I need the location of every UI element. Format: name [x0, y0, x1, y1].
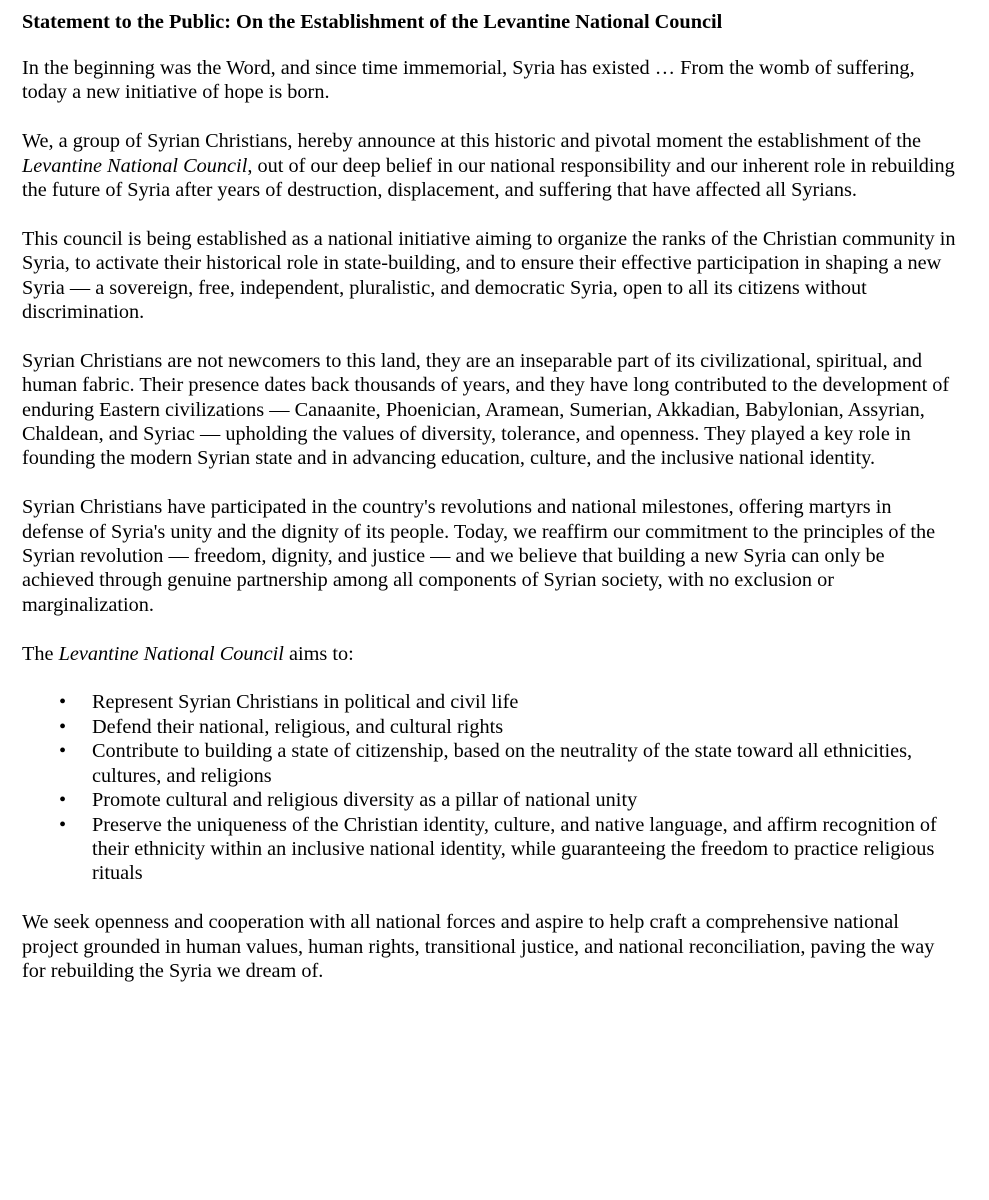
paragraph-text: Syrian Christians have participated in the country's revolutions and national milestones, offering martyrs in defense of Syria's unity and the dignity of its people. Today, we reaffirm our commitment to the principles of the Syrian revolution — freedom, dignity, and justice — and we believe that building a new Syria can only be achieved through genuine partnership among all components of Syrian society, with no exclusion or marginalization. — [22, 496, 936, 616]
bullet-icon: • — [59, 813, 67, 836]
paragraph-text: We, a group of Syrian Christians, hereby announce at this historic and pivotal moment the establishment of the — [22, 130, 921, 153]
list-item — [59, 813, 957, 886]
paragraph — [22, 349, 957, 471]
aims-list — [22, 690, 957, 885]
paragraph-text: In the beginning was the Word, and since time immemorial, Syria has existed … From the womb of suffering, today a new initiative of hope is born. — [22, 57, 915, 104]
bullet-icon: • — [59, 715, 67, 738]
paragraph-text: aims to: — [283, 642, 354, 665]
paragraph — [22, 129, 957, 202]
body-paragraphs — [22, 56, 957, 666]
closing-paragraph: We seek openness and cooperation with all national forces and aspire to help craft a comprehensive national project grounded in human values, human rights, transitional justice, and national reconciliation, paving the way for rebuilding the Syria we dream of. — [22, 911, 935, 982]
list-item-text: Represent Syrian Christians in political and civil life — [92, 691, 519, 714]
list-item — [59, 690, 957, 714]
paragraph — [22, 642, 957, 666]
paragraph-text: The — [22, 642, 59, 665]
list-item-text: Contribute to building a state of citizenship, based on the neutrality of the state toward all ethnicities, cultures, and religions — [92, 740, 913, 787]
list-item — [59, 788, 957, 812]
paragraph — [22, 56, 957, 105]
bullet-icon: • — [59, 789, 67, 812]
list-item-text: Promote cultural and religious diversity as a pillar of national unity — [92, 789, 638, 812]
paragraph — [22, 495, 957, 617]
list-item-text: Preserve the uniqueness of the Christian identity, culture, and native language, and affirm recognition of their ethnicity within an inclusive national identity, while guaranteeing the freedom to practice religious rituals — [92, 813, 937, 885]
paragraph-text: Syrian Christians are not newcomers to this land, they are an inseparable part of its civilizational, spiritual, and human fabric. Their presence dates back thousands of years, and they have long contributed to the development of enduring Eastern civilizations — Canaanite, Phoenician, Aramean, Sumerian, Akkadian, Babylonian, Assyrian, Chaldean, and Syriac — upholding the values of diversity, tolerance, and openness. They played a key role in founding the modern Syrian state and in advancing education, culture, and the inclusive national identity. — [22, 349, 950, 470]
paragraph-text: This council is being established as a national initiative aiming to organize the ranks of the Christian community in Syria, to activate their historical role in state-building, and to ensure their effective participation in shaping a new Syria — a sovereign, free, independent, pluralistic, and democratic Syria, open to all its citizens without discrimination. — [22, 227, 956, 324]
council-name: Levantine National Council — [58, 642, 284, 665]
paragraph-text: , out of our deep belief in our national responsibility and our inherent role in rebuilding the future of Syria after years of destruction, displacement, and suffering that have affected all Syrians. — [22, 154, 955, 202]
document-title: Statement to the Public: On the Establishment of the Levantine National Council — [22, 11, 723, 33]
paragraph — [22, 227, 957, 325]
council-name: Levantine National Council — [22, 154, 248, 177]
list-item — [59, 739, 957, 788]
bullet-icon: • — [59, 740, 67, 763]
list-item — [59, 715, 957, 739]
bullet-icon: • — [59, 691, 67, 714]
list-item-text: Defend their national, religious, and cultural rights — [92, 715, 504, 738]
